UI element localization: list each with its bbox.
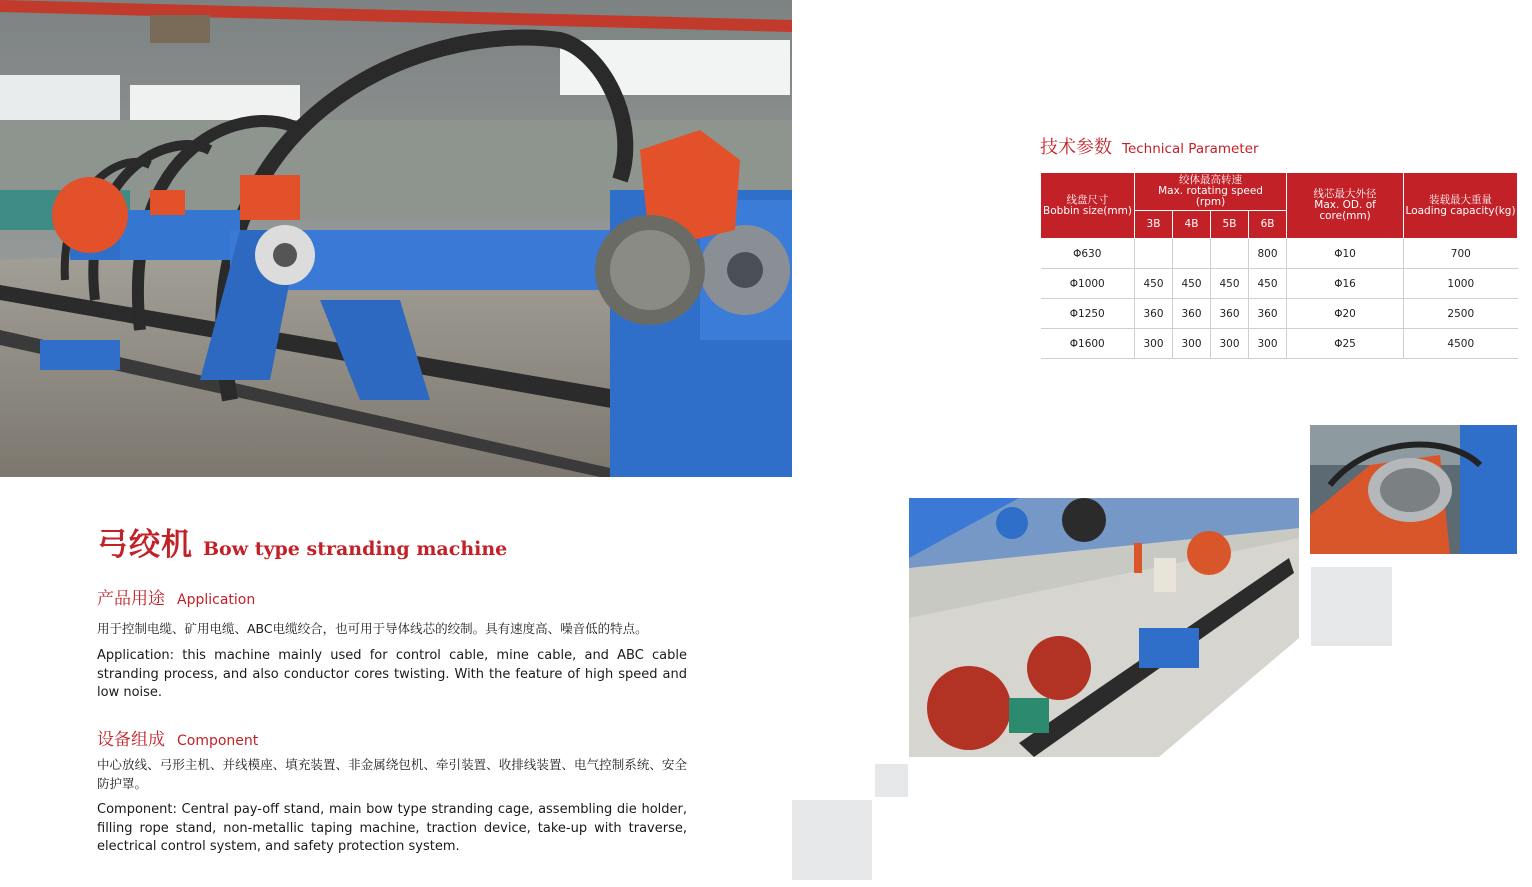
- component-heading-cn: 设备组成: [97, 730, 165, 750]
- th-bobbin-size: 线盘尺寸 Bobbin size(mm): [1041, 173, 1135, 239]
- table-cell: Φ25: [1287, 329, 1404, 359]
- th-max-speed: 绞体最高转速 Max. rotating speed (rpm): [1135, 173, 1287, 211]
- table-cell: 450: [1249, 269, 1287, 299]
- tech-param-heading: [1040, 133, 1259, 159]
- table-cell: 450: [1135, 269, 1173, 299]
- th-5b: 5B: [1211, 211, 1249, 239]
- bobbin-closeup-photo: [1310, 425, 1517, 554]
- application-heading-cn: 产品用途: [97, 589, 165, 609]
- th-4b: 4B: [1173, 211, 1211, 239]
- table-cell: 4500: [1404, 329, 1518, 359]
- table-cell: Φ1600: [1041, 329, 1135, 359]
- th-loading-capacity: 装载最大重量 Loading capacity(kg): [1404, 173, 1518, 239]
- th-core-od: 线芯最大外径 Max. OD. of core(mm): [1287, 173, 1404, 239]
- tech-param-heading-cn: 技术参数: [1040, 137, 1112, 158]
- table-cell: [1173, 239, 1211, 269]
- tech-param-table: [1040, 172, 1518, 359]
- table-row: [1041, 299, 1518, 329]
- table-cell: 300: [1135, 329, 1173, 359]
- decorative-square: [792, 800, 872, 880]
- product-title-cn: 弓绞机: [97, 527, 193, 563]
- decorative-square: [875, 764, 908, 797]
- product-title-en: Bow type stranding machine: [203, 538, 508, 560]
- application-heading: [97, 584, 255, 609]
- table-cell: Φ1000: [1041, 269, 1135, 299]
- table-cell: 300: [1249, 329, 1287, 359]
- table-cell: Φ10: [1287, 239, 1404, 269]
- table-cell: Φ20: [1287, 299, 1404, 329]
- tech-param-heading-en: Technical Parameter: [1122, 141, 1259, 157]
- table-cell: 360: [1173, 299, 1211, 329]
- table-cell: 700: [1404, 239, 1518, 269]
- table-row: [1041, 239, 1518, 269]
- table-cell: 1000: [1404, 269, 1518, 299]
- table-cell: 800: [1249, 239, 1287, 269]
- table-cell: [1211, 239, 1249, 269]
- product-title: [97, 519, 507, 564]
- table-cell: 300: [1173, 329, 1211, 359]
- table-cell: 360: [1249, 299, 1287, 329]
- main-machine-photo: [0, 0, 792, 477]
- component-heading-en: Component: [177, 733, 259, 749]
- table-cell: 450: [1173, 269, 1211, 299]
- th-3b: 3B: [1135, 211, 1173, 239]
- table-cell: 360: [1211, 299, 1249, 329]
- application-text-cn: 用于控制电缆、矿用电缆、ABC电缆绞合，也可用于导体线芯的绞制。具有速度高、噪音低的特点。: [97, 621, 648, 636]
- table-cell: Φ16: [1287, 269, 1404, 299]
- production-line-photo: [909, 498, 1299, 757]
- component-text-en: Component: Central pay-off stand, main bow type stranding cage, assembling die holder, filling rope stand, non-metallic taping machine, traction device, take-up with traverse, electrical control system, and safety protection system.: [97, 802, 687, 854]
- table-row: [1041, 329, 1518, 359]
- component-heading: [97, 725, 258, 750]
- th-6b: 6B: [1249, 211, 1287, 239]
- table-cell: Φ1250: [1041, 299, 1135, 329]
- application-text-en: Application: this machine mainly used for control cable, mine cable, and ABC cable stranding process, and also conductor cores twisting. With the feature of high speed and low noise.: [97, 648, 687, 700]
- table-row: [1041, 269, 1518, 299]
- table-cell: 300: [1211, 329, 1249, 359]
- table-cell: 450: [1211, 269, 1249, 299]
- decorative-square: [1311, 567, 1392, 646]
- application-heading-en: Application: [177, 592, 256, 608]
- table-cell: 2500: [1404, 299, 1518, 329]
- table-cell: [1135, 239, 1173, 269]
- component-text-cn: 中心放线、弓形主机、并线模座、填充装置、非金属绕包机、牵引装置、收排线装置、电气控制系统、安全防护罩。: [97, 757, 687, 791]
- table-cell: 360: [1135, 299, 1173, 329]
- table-cell: Φ630: [1041, 239, 1135, 269]
